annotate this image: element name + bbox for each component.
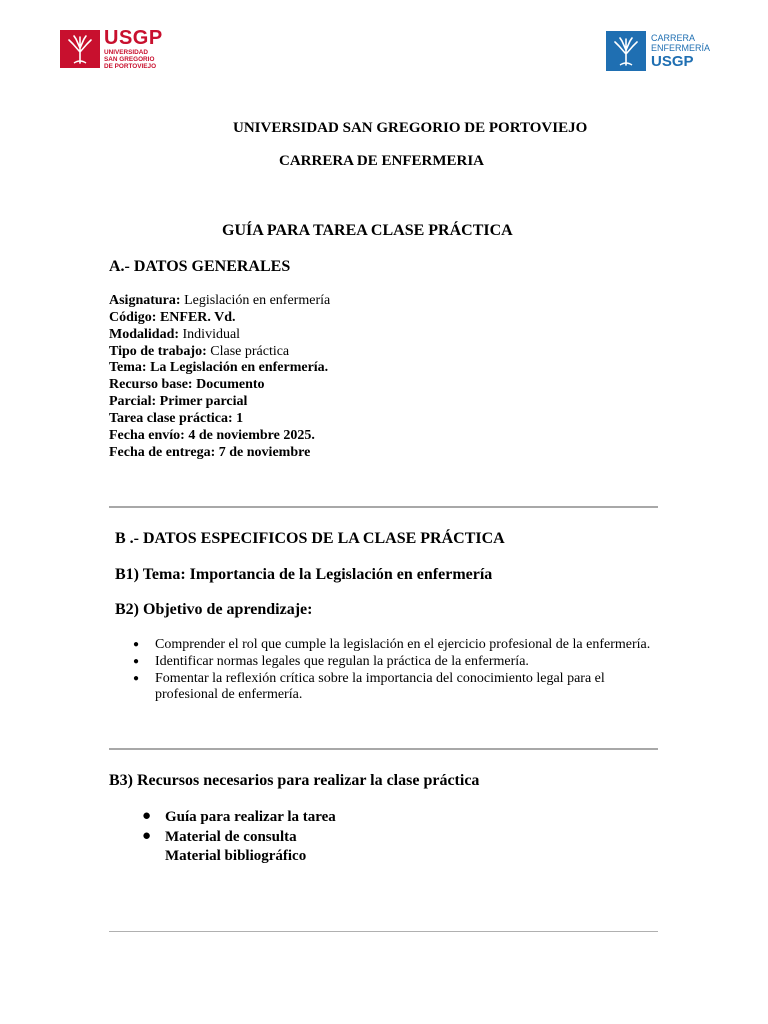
field-value: 1	[232, 411, 244, 426]
objective-text: Fomentar la reflexión crítica sobre la importancia del conocimiento legal para el profesional de enfermería.	[155, 670, 605, 703]
general-data-field	[109, 428, 315, 445]
career-title: CARRERA DE ENFERMERIA	[279, 153, 485, 169]
general-data-field	[109, 327, 240, 344]
field-value: Clase práctica	[206, 344, 290, 359]
field-value: Primer parcial	[156, 394, 248, 409]
field-value: 7 de noviembre	[215, 445, 311, 460]
section-divider	[109, 748, 658, 750]
general-data-field	[109, 445, 310, 462]
logo-brand-text: USGP	[104, 27, 163, 49]
objective-text: Identificar normas legales que regulan la práctica de la enfermería.	[155, 653, 529, 669]
bullet-icon: ●	[133, 672, 140, 684]
resource-text: Material bibliográfico	[165, 848, 307, 864]
bullet-icon: ●	[142, 827, 152, 844]
list-item	[133, 671, 663, 705]
field-label: Fecha de entrega:	[109, 445, 216, 460]
field-value: Legislación en enfermería	[180, 293, 331, 308]
general-data-field	[109, 293, 330, 310]
bullet-icon: ●	[142, 808, 152, 824]
b1-topic: B1) Tema: Importancia de la Legislación en enfermería	[115, 566, 493, 583]
b3-resources-heading: B3) Recursos necesarios para realizar la clase práctica	[109, 772, 480, 789]
field-label: Asignatura:	[109, 293, 181, 308]
general-data-field	[109, 344, 289, 361]
field-label: Tarea clase práctica:	[109, 411, 233, 426]
objectives-list	[133, 637, 663, 704]
field-label: Fecha envío:	[109, 428, 185, 443]
section-divider	[109, 506, 658, 508]
list-item	[133, 637, 663, 654]
bullet-icon: ●	[133, 639, 140, 650]
guide-title: GUÍA PARA TAREA CLASE PRÁCTICA	[222, 222, 513, 239]
field-value: Individual	[179, 327, 241, 342]
field-label: Modalidad:	[109, 327, 180, 342]
field-value: 4 de noviembre 2025.	[184, 428, 315, 443]
logo-line: CARRERA	[651, 33, 696, 43]
resources-list	[142, 808, 336, 867]
tree-icon	[60, 30, 100, 68]
field-value: ENFER. Vd.	[156, 310, 236, 325]
field-label: Código:	[109, 310, 157, 325]
field-label: Tipo de trabajo:	[109, 344, 207, 359]
general-data-field	[109, 411, 243, 428]
logo-line: ENFERMERÍA	[651, 43, 711, 53]
field-label: Tema:	[109, 360, 147, 375]
tree-icon	[606, 31, 646, 71]
objective-text: Comprender el rol que cumple la legislación en el ejercicio profesional de la enfermería.	[155, 637, 651, 652]
field-label: Recurso base:	[109, 377, 193, 392]
resource-text: Guía para realizar la tarea	[165, 809, 336, 825]
list-item	[142, 828, 336, 848]
logo-brand-text: USGP	[651, 53, 694, 70]
general-data-field	[109, 310, 236, 327]
list-item	[142, 847, 336, 867]
logo-sub-line: DE PORTOVIEJO	[104, 63, 157, 70]
field-value: Documento	[192, 377, 265, 392]
resource-text: Material de consulta	[165, 828, 297, 845]
logo-sub-line: SAN GREGORIO	[104, 56, 155, 63]
field-value: La Legislación en enfermería.	[146, 360, 329, 375]
carrera-enfermeria-logo	[606, 31, 716, 73]
general-data-field	[109, 360, 328, 377]
general-data-field	[109, 394, 247, 411]
general-data-field	[109, 377, 265, 394]
section-divider	[109, 931, 658, 932]
logo-sub-line: UNIVERSIDAD	[104, 49, 149, 56]
usgp-university-logo	[60, 28, 170, 70]
university-title: UNIVERSIDAD SAN GREGORIO DE PORTOVIEJO	[233, 120, 588, 136]
bullet-icon: ●	[133, 655, 140, 667]
b2-objective-heading: B2) Objetivo de aprendizaje:	[115, 601, 313, 618]
list-item	[142, 808, 336, 828]
list-item	[133, 654, 663, 671]
field-label: Parcial:	[109, 394, 157, 409]
section-a-title: A.- DATOS GENERALES	[109, 258, 291, 275]
section-b-title: B .- DATOS ESPECIFICOS DE LA CLASE PRÁCTICA	[115, 530, 505, 547]
